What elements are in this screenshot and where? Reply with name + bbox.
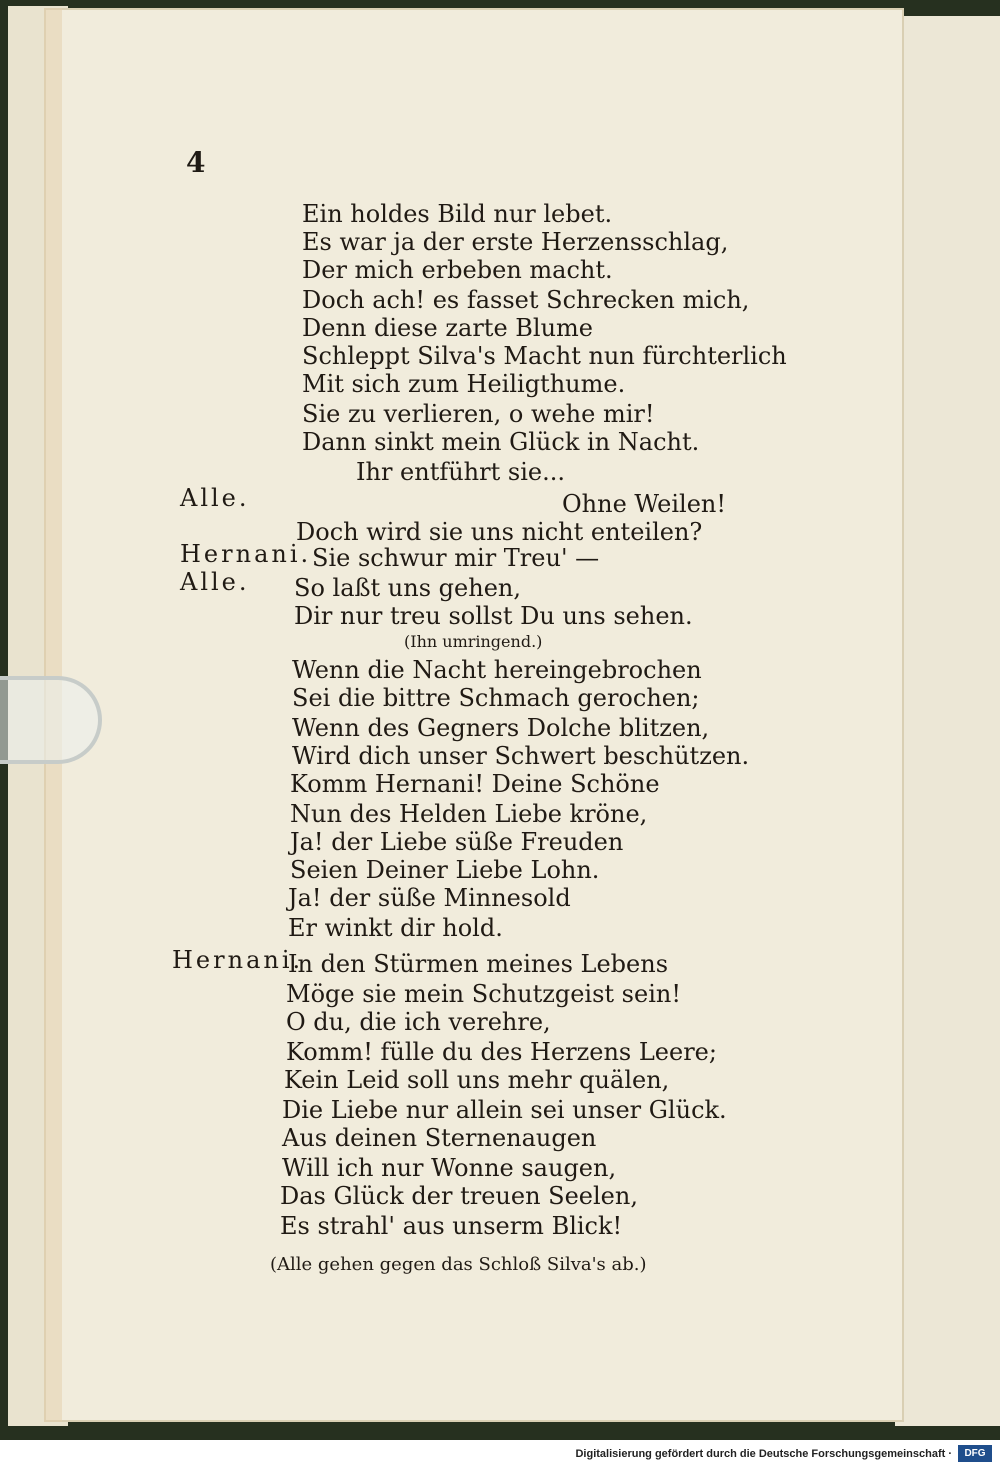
verse-line: Wird dich unser Schwert beschützen. <box>292 742 750 770</box>
verse-line: Es war ja der erste Herzensschlag, <box>302 228 729 256</box>
stage-direction: (Ihn umringend.) <box>404 632 543 651</box>
speaker-label: Alle. <box>180 484 250 512</box>
paper-clip-icon <box>0 676 102 764</box>
verse-line: Sie zu verlieren, o wehe mir! <box>302 400 655 428</box>
dialogue-line: Ohne Weilen! <box>562 490 726 518</box>
verse-line: O du, die ich verehre, <box>286 1008 551 1036</box>
verse-line: Ja! der Liebe süße Freuden <box>290 828 624 856</box>
verse-line: Er winkt dir hold. <box>288 914 503 942</box>
verse-line: Ein holdes Bild nur lebet. <box>302 200 613 228</box>
verse-line: Aus deinen Sternenaugen <box>282 1124 597 1152</box>
speaker-label: Hernani. <box>172 946 304 974</box>
verse-line: Doch ach! es fasset Schrecken mich, <box>302 286 750 314</box>
verse-line: Komm! fülle du des Herzens Leere; <box>286 1038 717 1066</box>
speaker-label: Hernani. <box>180 540 312 568</box>
page-number: 4 <box>186 146 206 179</box>
verse-line: Nun des Helden Liebe kröne, <box>290 800 648 828</box>
speaker-label: Alle. <box>180 568 250 596</box>
verse-line: Ja! der süße Minnesold <box>288 884 571 912</box>
verse-line: Denn diese zarte Blume <box>302 314 594 342</box>
verse-line: Der mich erbeben macht. <box>302 256 613 284</box>
verse-line: Das Glück der treuen Seelen, <box>280 1182 638 1210</box>
verse-line: Schleppt Silva's Macht nun fürchterlich <box>302 342 787 370</box>
verse-line: Wenn die Nacht hereingebrochen <box>292 656 702 684</box>
verse-line: Dann sinkt mein Glück in Nacht. <box>302 428 700 456</box>
funding-credit: Digitalisierung gefördert durch die Deutsche Forschungsgemeinschaft · <box>575 1448 952 1460</box>
verse-line: Wenn des Gegners Dolche blitzen, <box>292 714 710 742</box>
facing-page-edge <box>895 16 1000 1426</box>
verse-line: Ihr entführt sie... <box>356 458 565 486</box>
verse-line: Mit sich zum Heiligthume. <box>302 370 626 398</box>
verse-line: Die Liebe nur allein sei unser Glück. <box>282 1096 727 1124</box>
verse-line: Es strahl' aus unserm Blick! <box>280 1212 623 1240</box>
verse-line: Seien Deiner Liebe Lohn. <box>290 856 600 884</box>
dialogue-line: Sie schwur mir Treu' — <box>312 544 600 572</box>
verse-line: In den Stürmen meines Lebens <box>288 950 669 978</box>
verse-line: Kein Leid soll uns mehr quälen, <box>284 1066 670 1094</box>
dialogue-line: Dir nur treu sollst Du uns sehen. <box>294 602 693 630</box>
dialogue-line: Doch wird sie uns nicht enteilen? <box>296 518 703 546</box>
dialogue-line: So laßt uns gehen, <box>294 574 521 602</box>
dfg-logo: DFG <box>958 1445 992 1462</box>
verse-line: Sei die bittre Schmach gerochen; <box>292 684 700 712</box>
footer-bar <box>0 1440 1000 1468</box>
verse-line: Will ich nur Wonne saugen, <box>282 1154 617 1182</box>
verse-line: Möge sie mein Schutzgeist sein! <box>286 980 681 1008</box>
verse-line: Komm Hernani! Deine Schöne <box>290 770 660 798</box>
stage-direction: (Alle gehen gegen das Schloß Silva's ab.) <box>270 1254 647 1275</box>
